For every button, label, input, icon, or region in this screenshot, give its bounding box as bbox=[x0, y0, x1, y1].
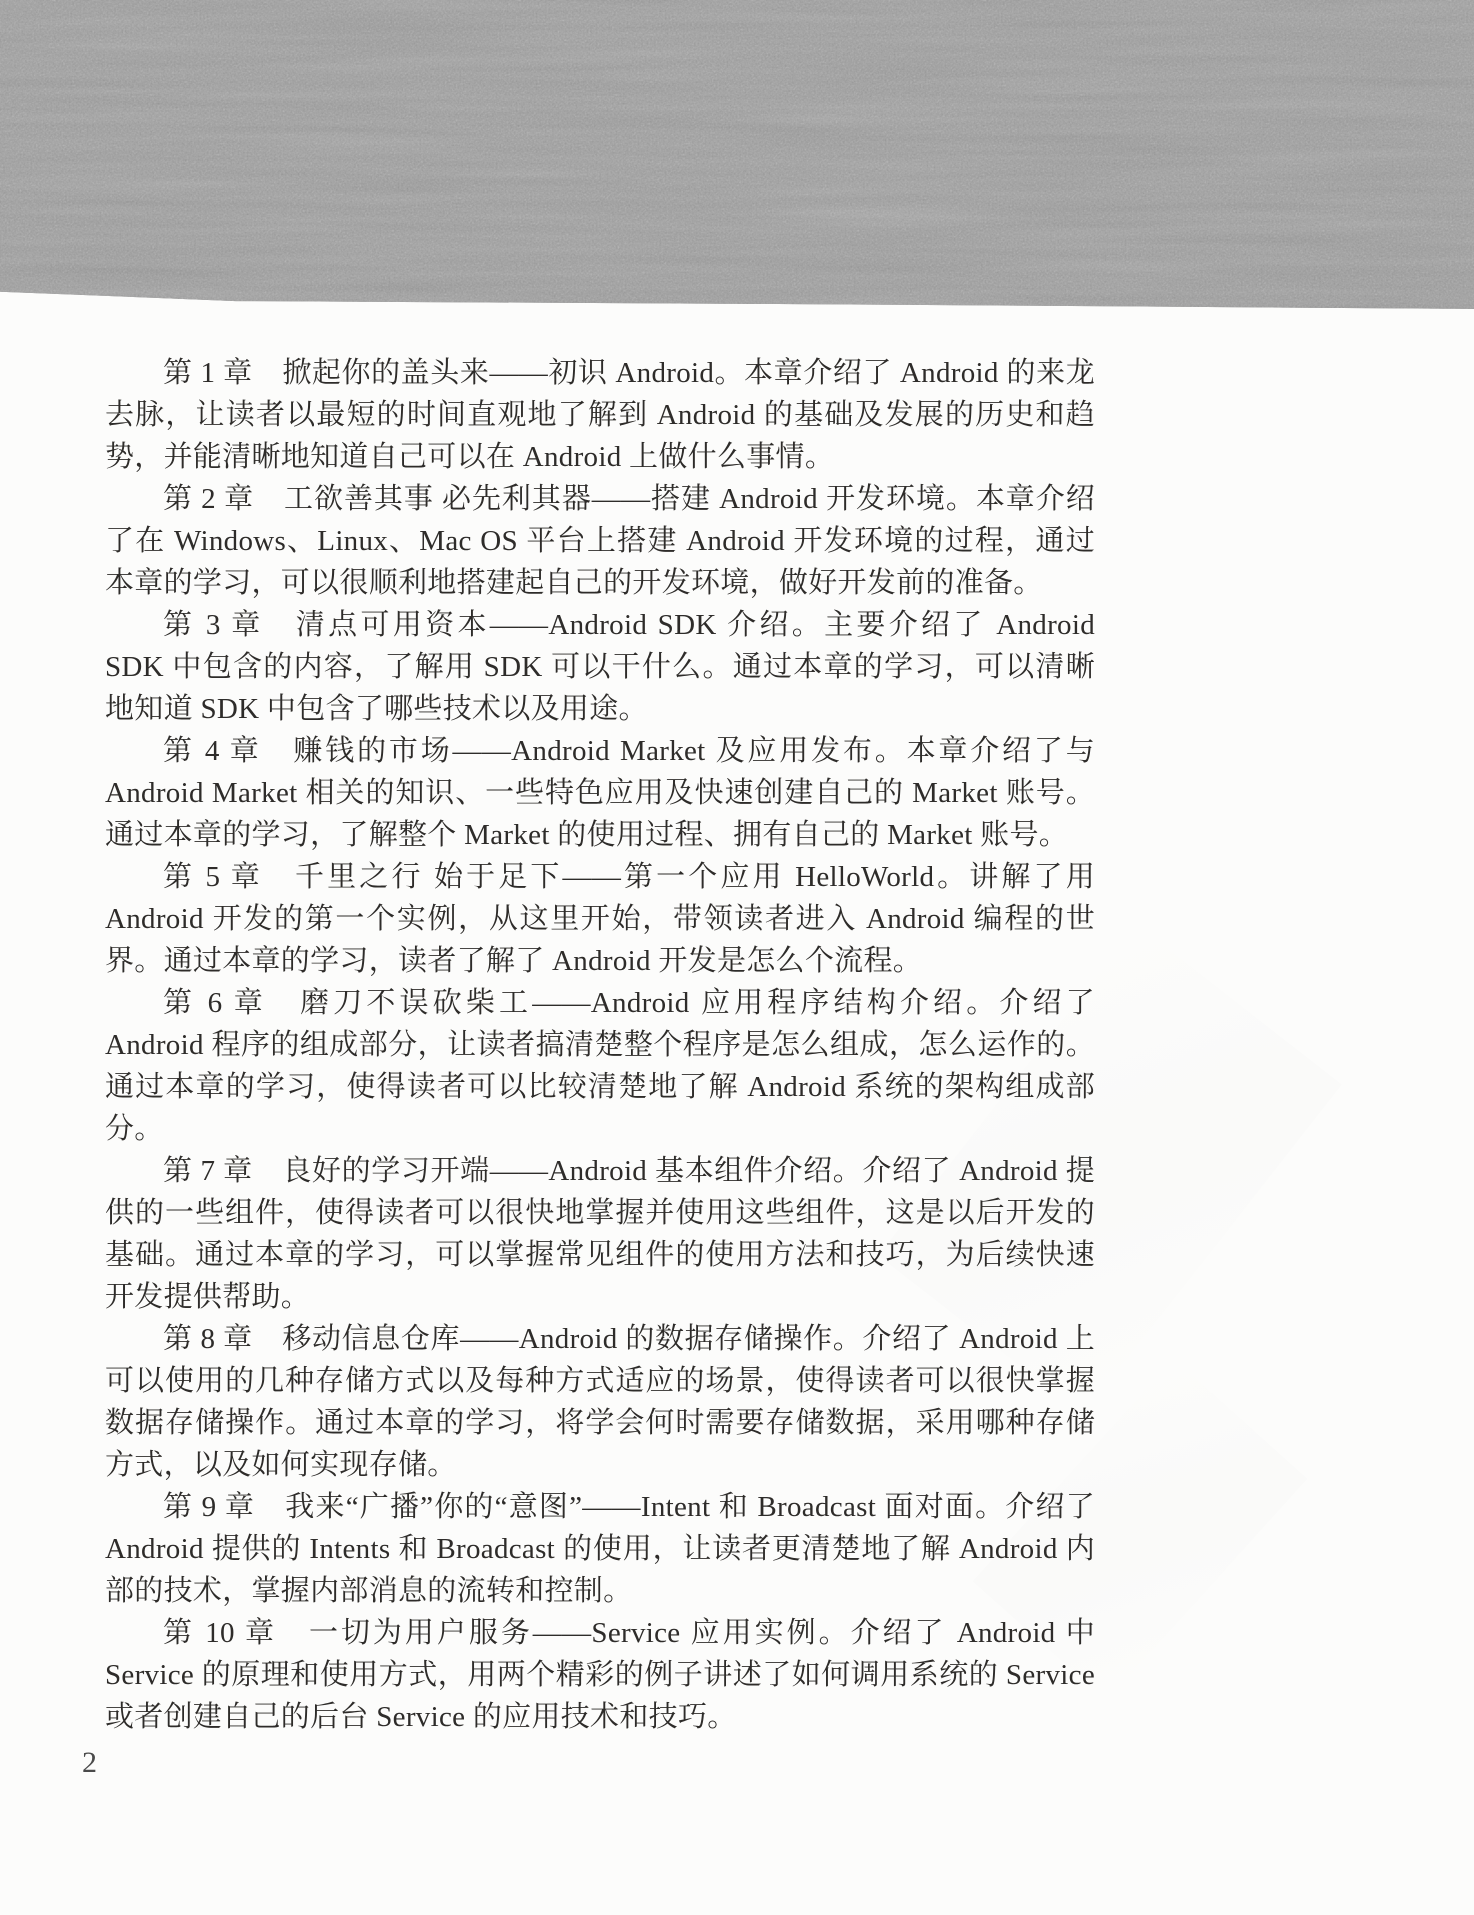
paragraph-chapter-10: 第 10 章 一切为用户服务——Service 应用实例。介绍了 Android 中 Service 的原理和使用方式，用两个精彩的例子讲述了如何调用系统的 Service 或者创建自己的后台 Service 的应用技术和技巧。 bbox=[105, 1617, 1095, 1733]
scan-artifact-band bbox=[0, 0, 1474, 312]
scan-noise-texture bbox=[0, 0, 1474, 312]
paragraph-chapter-8: 第 8 章 移动信息仓库——Android 的数据存储操作。介绍了 Android 上可以使用的几种存储方式以及每种方式适应的场景，使得读者可以很快掌握数据存储操作。通过本章的学习，将学会何时需要存储数据，采用哪种存储方式，以及如何实现存储。 bbox=[105, 1323, 1095, 1481]
preface-chapter-overview bbox=[105, 352, 1095, 1738]
paragraph-chapter-7: 第 7 章 良好的学习开端——Android 基本组件介绍。介绍了 Android 提供的一些组件，使得读者可以很快地掌握并使用这些组件，这是以后开发的基础。通过本章的学习，可以掌握常见组件的使用方法和技巧，为后续快速开发提供帮助。 bbox=[105, 1155, 1095, 1313]
paragraph-chapter-6: 第 6 章 磨刀不误砍柴工——Android 应用程序结构介绍。介绍了 Android 程序的组成部分，让读者搞清楚整个程序是怎么组成，怎么运作的。通过本章的学习，使得读者可以比较清楚地了解 Android 系统的架构组成部分。 bbox=[105, 987, 1095, 1145]
paragraph-chapter-1: 第 1 章 掀起你的盖头来——初识 Android。本章介绍了 Android 的来龙去脉，让读者以最短的时间直观地了解到 Android 的基础及发展的历史和趋势，并能清晰地知道自己可以在 Android 上做什么事情。 bbox=[105, 357, 1095, 473]
paragraph-chapter-9: 第 9 章 我来“广播”你的“意图”——Intent 和 Broadcast 面对面。介绍了 Android 提供的 Intents 和 Broadcast 的使用，让读者更清楚地了解 Android 内部的技术，掌握内部消息的流转和控制。 bbox=[105, 1491, 1095, 1607]
page-number: 2 bbox=[82, 1746, 97, 1779]
paragraph-chapter-4: 第 4 章 赚钱的市场——Android Market 及应用发布。本章介绍了与 Android Market 相关的知识、一些特色应用及快速创建自己的 Market 账号。通过本章的学习，了解整个 Market 的使用过程、拥有自己的 Market 账号。 bbox=[105, 735, 1095, 851]
paragraph-chapter-2: 第 2 章 工欲善其事 必先利其器——搭建 Android 开发环境。本章介绍了在 Windows、Linux、Mac OS 平台上搭建 Android 开发环境的过程，通过本章的学习，可以很顺利地搭建起自己的开发环境，做好开发前的准备。 bbox=[105, 483, 1095, 599]
paragraph-chapter-3: 第 3 章 清点可用资本——Android SDK 介绍。主要介绍了 Android SDK 中包含的内容，了解用 SDK 可以干什么。通过本章的学习，可以清晰地知道 SDK 中包含了哪些技术以及用途。 bbox=[105, 609, 1095, 725]
paragraph-chapter-5: 第 5 章 千里之行 始于足下——第一个应用 HelloWorld。讲解了用 Android 开发的第一个实例，从这里开始，带领读者进入 Android 编程的世界。通过本章的学习，读者了解了 Android 开发是怎么个流程。 bbox=[105, 861, 1095, 977]
